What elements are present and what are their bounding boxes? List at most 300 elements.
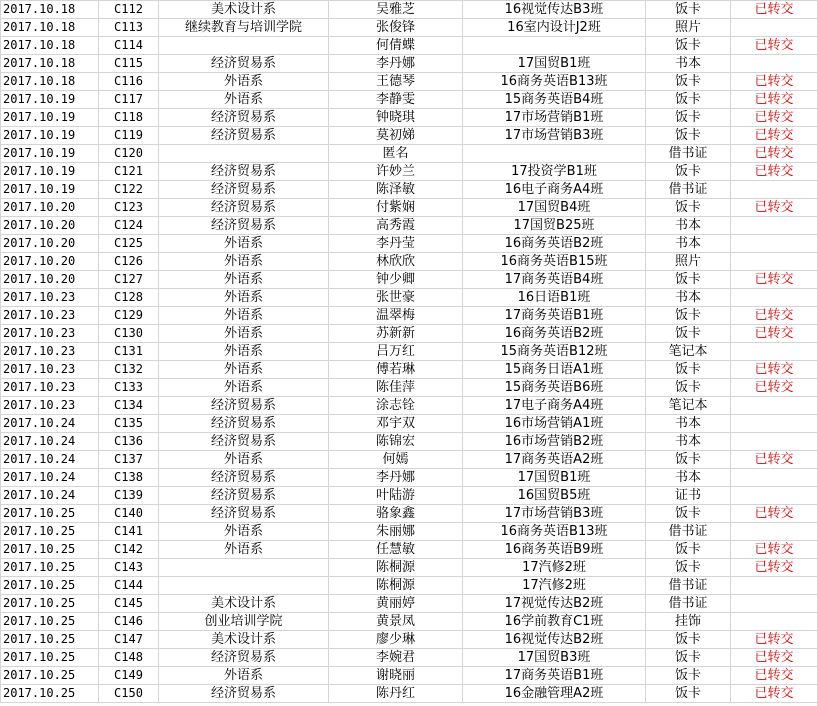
class-cell[interactable]: 15商务英语B12班 [463, 343, 646, 361]
name-cell[interactable]: 陈锦宏 [329, 433, 463, 451]
class-cell[interactable]: 16商务英语B13班 [463, 73, 646, 91]
table-row [1, 379, 817, 397]
table-row [1, 397, 817, 415]
department-cell[interactable] [159, 577, 329, 595]
class-cell[interactable]: 17商务英语A2班 [463, 451, 646, 469]
class-cell[interactable]: 17国贸B3班 [463, 649, 646, 667]
department-cell[interactable]: 经济贸易系 [159, 109, 329, 127]
class-cell[interactable]: 17视觉传达B2班 [463, 595, 646, 613]
name-cell[interactable]: 谢晓丽 [329, 667, 463, 685]
code-cell[interactable]: C119 [99, 127, 159, 145]
name-cell[interactable]: 李婉君 [329, 649, 463, 667]
item-cell[interactable]: 饭卡 [646, 361, 731, 379]
class-cell[interactable]: 17商务英语B4班 [463, 271, 646, 289]
code-cell[interactable]: C126 [99, 253, 159, 271]
class-cell[interactable]: 16商务英语B2班 [463, 325, 646, 343]
table-row [1, 523, 817, 541]
status-cell[interactable]: 已转交 [731, 127, 817, 145]
table-row [1, 631, 817, 649]
table-row [1, 1, 817, 19]
department-cell[interactable]: 经济贸易系 [159, 505, 329, 523]
date-cell[interactable]: 2017.10.18 [1, 19, 99, 37]
department-cell[interactable]: 外语系 [159, 343, 329, 361]
item-cell[interactable]: 饭卡 [646, 631, 731, 649]
date-cell[interactable]: 2017.10.25 [1, 613, 99, 631]
status-cell[interactable]: 已转交 [731, 325, 817, 343]
code-cell[interactable]: C127 [99, 271, 159, 289]
class-cell[interactable]: 16市场营销A1班 [463, 415, 646, 433]
item-cell[interactable]: 饭卡 [646, 73, 731, 91]
department-cell[interactable]: 外语系 [159, 289, 329, 307]
date-cell[interactable]: 2017.10.20 [1, 253, 99, 271]
code-cell[interactable]: C123 [99, 199, 159, 217]
name-cell[interactable]: 陈佳萍 [329, 379, 463, 397]
code-cell[interactable]: C147 [99, 631, 159, 649]
name-cell[interactable]: 黄丽婷 [329, 595, 463, 613]
item-cell[interactable]: 挂饰 [646, 613, 731, 631]
name-cell[interactable]: 许妙兰 [329, 163, 463, 181]
date-cell[interactable]: 2017.10.23 [1, 307, 99, 325]
name-cell[interactable]: 莫初娣 [329, 127, 463, 145]
item-cell[interactable]: 照片 [646, 253, 731, 271]
date-cell[interactable]: 2017.10.19 [1, 163, 99, 181]
class-cell[interactable]: 16日语B1班 [463, 289, 646, 307]
item-cell[interactable]: 借书证 [646, 181, 731, 199]
item-cell[interactable]: 饭卡 [646, 451, 731, 469]
name-cell[interactable]: 陈桐源 [329, 577, 463, 595]
date-cell[interactable]: 2017.10.24 [1, 451, 99, 469]
table-row [1, 613, 817, 631]
class-cell[interactable]: 16市场营销B2班 [463, 433, 646, 451]
code-cell[interactable]: C120 [99, 145, 159, 163]
department-cell[interactable]: 外语系 [159, 91, 329, 109]
code-cell[interactable]: C130 [99, 325, 159, 343]
name-cell[interactable]: 林欣欣 [329, 253, 463, 271]
item-cell[interactable]: 饭卡 [646, 271, 731, 289]
name-cell[interactable]: 吴雅芝 [329, 1, 463, 19]
date-cell[interactable]: 2017.10.25 [1, 685, 99, 703]
code-cell[interactable]: C148 [99, 649, 159, 667]
code-cell[interactable]: C133 [99, 379, 159, 397]
date-cell[interactable]: 2017.10.23 [1, 379, 99, 397]
name-cell[interactable]: 黄景凤 [329, 613, 463, 631]
department-cell[interactable]: 经济贸易系 [159, 685, 329, 703]
table-row [1, 145, 817, 163]
name-cell[interactable]: 傅若琳 [329, 361, 463, 379]
status-cell[interactable] [731, 253, 817, 271]
class-cell[interactable]: 16商务英语B13班 [463, 523, 646, 541]
code-cell[interactable]: C144 [99, 577, 159, 595]
code-cell[interactable]: C143 [99, 559, 159, 577]
status-cell[interactable]: 已转交 [731, 163, 817, 181]
date-cell[interactable]: 2017.10.18 [1, 55, 99, 73]
name-cell[interactable]: 匿名 [329, 145, 463, 163]
status-cell[interactable]: 已转交 [731, 451, 817, 469]
department-cell[interactable]: 经济贸易系 [159, 397, 329, 415]
date-cell[interactable]: 2017.10.25 [1, 595, 99, 613]
status-cell[interactable]: 已转交 [731, 145, 817, 163]
name-cell[interactable]: 吕万红 [329, 343, 463, 361]
department-cell[interactable]: 外语系 [159, 523, 329, 541]
date-cell[interactable]: 2017.10.23 [1, 289, 99, 307]
item-cell[interactable]: 笔记本 [646, 343, 731, 361]
name-cell[interactable]: 钟少卿 [329, 271, 463, 289]
date-cell[interactable]: 2017.10.24 [1, 433, 99, 451]
date-cell[interactable]: 2017.10.25 [1, 649, 99, 667]
class-cell[interactable]: 16视觉传达B2班 [463, 631, 646, 649]
class-cell[interactable]: 16商务英语B2班 [463, 235, 646, 253]
department-cell[interactable]: 美术设计系 [159, 595, 329, 613]
class-cell[interactable] [463, 145, 646, 163]
table-row [1, 361, 817, 379]
department-cell[interactable] [159, 37, 329, 55]
status-cell[interactable]: 已转交 [731, 541, 817, 559]
class-cell[interactable]: 17市场营销B3班 [463, 505, 646, 523]
department-cell[interactable]: 外语系 [159, 325, 329, 343]
class-cell[interactable]: 16电子商务A4班 [463, 181, 646, 199]
date-cell[interactable]: 2017.10.25 [1, 505, 99, 523]
table-row [1, 307, 817, 325]
name-cell[interactable]: 陈丹红 [329, 685, 463, 703]
date-cell[interactable]: 2017.10.25 [1, 631, 99, 649]
code-cell[interactable]: C129 [99, 307, 159, 325]
department-cell[interactable]: 经济贸易系 [159, 199, 329, 217]
status-cell[interactable] [731, 415, 817, 433]
status-cell[interactable]: 已转交 [731, 649, 817, 667]
status-cell[interactable]: 已转交 [731, 109, 817, 127]
code-cell[interactable]: C146 [99, 613, 159, 631]
name-cell[interactable]: 何倩蝶 [329, 37, 463, 55]
date-cell[interactable]: 2017.10.25 [1, 523, 99, 541]
class-cell[interactable]: 17国贸B25班 [463, 217, 646, 235]
class-cell[interactable]: 16国贸B5班 [463, 487, 646, 505]
status-cell[interactable]: 已转交 [731, 91, 817, 109]
class-cell[interactable]: 17市场营销B1班 [463, 109, 646, 127]
table-row [1, 37, 817, 55]
status-cell[interactable]: 已转交 [731, 505, 817, 523]
table-row [1, 541, 817, 559]
department-cell[interactable]: 美术设计系 [159, 631, 329, 649]
date-cell[interactable]: 2017.10.24 [1, 415, 99, 433]
item-cell[interactable]: 书本 [646, 415, 731, 433]
date-cell[interactable]: 2017.10.20 [1, 235, 99, 253]
status-cell[interactable] [731, 217, 817, 235]
item-cell[interactable]: 饭卡 [646, 667, 731, 685]
date-cell[interactable]: 2017.10.23 [1, 343, 99, 361]
class-cell[interactable]: 15商务英语B4班 [463, 91, 646, 109]
status-cell[interactable] [731, 433, 817, 451]
name-cell[interactable]: 何嫣 [329, 451, 463, 469]
class-cell[interactable]: 15商务日语A1班 [463, 361, 646, 379]
item-cell[interactable]: 笔记本 [646, 397, 731, 415]
department-cell[interactable] [159, 145, 329, 163]
class-cell[interactable]: 17投资学B1班 [463, 163, 646, 181]
class-cell[interactable]: 17汽修2班 [463, 559, 646, 577]
status-cell[interactable]: 已转交 [731, 307, 817, 325]
status-cell[interactable]: 已转交 [731, 361, 817, 379]
status-cell[interactable]: 已转交 [731, 631, 817, 649]
date-cell[interactable]: 2017.10.19 [1, 181, 99, 199]
table-row [1, 451, 817, 469]
date-cell[interactable]: 2017.10.23 [1, 325, 99, 343]
item-cell[interactable]: 书本 [646, 433, 731, 451]
status-cell[interactable]: 已转交 [731, 37, 817, 55]
item-cell[interactable]: 借书证 [646, 595, 731, 613]
department-cell[interactable]: 外语系 [159, 451, 329, 469]
department-cell[interactable]: 外语系 [159, 379, 329, 397]
class-cell[interactable]: 17国贸B1班 [463, 469, 646, 487]
item-cell[interactable]: 饭卡 [646, 649, 731, 667]
department-cell[interactable]: 经济贸易系 [159, 163, 329, 181]
code-cell[interactable]: C132 [99, 361, 159, 379]
department-cell[interactable]: 经济贸易系 [159, 127, 329, 145]
table-row [1, 685, 817, 703]
name-cell[interactable]: 朱丽娜 [329, 523, 463, 541]
status-cell[interactable] [731, 343, 817, 361]
table-row [1, 199, 817, 217]
code-cell[interactable]: C125 [99, 235, 159, 253]
department-cell[interactable]: 外语系 [159, 271, 329, 289]
class-cell[interactable]: 17市场营销B3班 [463, 127, 646, 145]
code-cell[interactable]: C124 [99, 217, 159, 235]
class-cell[interactable]: 16室内设计J2班 [463, 19, 646, 37]
date-cell[interactable]: 2017.10.18 [1, 1, 99, 19]
date-cell[interactable]: 2017.10.24 [1, 469, 99, 487]
code-cell[interactable]: C136 [99, 433, 159, 451]
name-cell[interactable]: 骆象鑫 [329, 505, 463, 523]
status-cell[interactable] [731, 19, 817, 37]
table-row [1, 73, 817, 91]
class-cell[interactable]: 15商务英语B6班 [463, 379, 646, 397]
date-cell[interactable]: 2017.10.25 [1, 541, 99, 559]
department-cell[interactable]: 继续教育与培训学院 [159, 19, 329, 37]
status-cell[interactable]: 已转交 [731, 271, 817, 289]
status-cell[interactable]: 已转交 [731, 559, 817, 577]
status-cell[interactable]: 已转交 [731, 199, 817, 217]
name-cell[interactable]: 张世豪 [329, 289, 463, 307]
date-cell[interactable]: 2017.10.18 [1, 73, 99, 91]
name-cell[interactable]: 陈泽敏 [329, 181, 463, 199]
code-cell[interactable]: C138 [99, 469, 159, 487]
code-cell[interactable]: C118 [99, 109, 159, 127]
item-cell[interactable]: 书本 [646, 55, 731, 73]
code-cell[interactable]: C114 [99, 37, 159, 55]
code-cell[interactable]: C121 [99, 163, 159, 181]
code-cell[interactable]: C145 [99, 595, 159, 613]
date-cell[interactable]: 2017.10.25 [1, 559, 99, 577]
code-cell[interactable]: C128 [99, 289, 159, 307]
name-cell[interactable]: 付紫娴 [329, 199, 463, 217]
status-cell[interactable]: 已转交 [731, 1, 817, 19]
department-cell[interactable]: 经济贸易系 [159, 415, 329, 433]
class-cell[interactable]: 16金融管理A2班 [463, 685, 646, 703]
item-cell[interactable]: 书本 [646, 217, 731, 235]
item-cell[interactable]: 饭卡 [646, 1, 731, 19]
item-cell[interactable]: 证书 [646, 487, 731, 505]
class-cell[interactable]: 16商务英语B9班 [463, 541, 646, 559]
department-cell[interactable]: 外语系 [159, 235, 329, 253]
status-cell[interactable] [731, 181, 817, 199]
department-cell[interactable]: 经济贸易系 [159, 469, 329, 487]
class-cell[interactable] [463, 37, 646, 55]
code-cell[interactable]: C141 [99, 523, 159, 541]
table-row [1, 217, 817, 235]
code-cell[interactable]: C137 [99, 451, 159, 469]
item-cell[interactable]: 饭卡 [646, 505, 731, 523]
name-cell[interactable]: 李丹莹 [329, 235, 463, 253]
item-cell[interactable]: 照片 [646, 19, 731, 37]
department-cell[interactable]: 经济贸易系 [159, 217, 329, 235]
name-cell[interactable]: 邓宇双 [329, 415, 463, 433]
status-cell[interactable] [731, 577, 817, 595]
table-row [1, 109, 817, 127]
status-cell[interactable]: 已转交 [731, 73, 817, 91]
date-cell[interactable]: 2017.10.20 [1, 271, 99, 289]
department-cell[interactable]: 创业培训学院 [159, 613, 329, 631]
class-cell[interactable]: 17国贸B4班 [463, 199, 646, 217]
name-cell[interactable]: 张俊锋 [329, 19, 463, 37]
item-cell[interactable]: 饭卡 [646, 379, 731, 397]
date-cell[interactable]: 2017.10.19 [1, 91, 99, 109]
code-cell[interactable]: C142 [99, 541, 159, 559]
date-cell[interactable]: 2017.10.20 [1, 217, 99, 235]
name-cell[interactable]: 李丹娜 [329, 469, 463, 487]
department-cell[interactable]: 外语系 [159, 307, 329, 325]
item-cell[interactable]: 饭卡 [646, 127, 731, 145]
code-cell[interactable]: C113 [99, 19, 159, 37]
name-cell[interactable]: 高秀霞 [329, 217, 463, 235]
department-cell[interactable]: 经济贸易系 [159, 181, 329, 199]
status-cell[interactable] [731, 523, 817, 541]
code-cell[interactable]: C131 [99, 343, 159, 361]
table-row [1, 487, 817, 505]
date-cell[interactable]: 2017.10.23 [1, 397, 99, 415]
department-cell[interactable]: 外语系 [159, 667, 329, 685]
name-cell[interactable]: 王德琴 [329, 73, 463, 91]
status-cell[interactable] [731, 235, 817, 253]
name-cell[interactable]: 温翠梅 [329, 307, 463, 325]
code-cell[interactable]: C122 [99, 181, 159, 199]
name-cell[interactable]: 苏新新 [329, 325, 463, 343]
item-cell[interactable]: 饭卡 [646, 91, 731, 109]
code-cell[interactable]: C140 [99, 505, 159, 523]
class-cell[interactable]: 17商务英语B1班 [463, 307, 646, 325]
class-cell[interactable]: 16商务英语B15班 [463, 253, 646, 271]
date-cell[interactable]: 2017.10.18 [1, 37, 99, 55]
code-cell[interactable]: C134 [99, 397, 159, 415]
item-cell[interactable]: 饭卡 [646, 109, 731, 127]
table-row [1, 577, 817, 595]
status-cell[interactable] [731, 289, 817, 307]
name-cell[interactable]: 李静雯 [329, 91, 463, 109]
code-cell[interactable]: C112 [99, 1, 159, 19]
item-cell[interactable]: 书本 [646, 235, 731, 253]
status-cell[interactable]: 已转交 [731, 685, 817, 703]
date-cell[interactable]: 2017.10.25 [1, 667, 99, 685]
name-cell[interactable]: 李丹娜 [329, 55, 463, 73]
status-cell[interactable] [731, 469, 817, 487]
department-cell[interactable]: 外语系 [159, 541, 329, 559]
department-cell[interactable]: 经济贸易系 [159, 433, 329, 451]
item-cell[interactable]: 饭卡 [646, 685, 731, 703]
date-cell[interactable]: 2017.10.19 [1, 109, 99, 127]
date-cell[interactable]: 2017.10.19 [1, 145, 99, 163]
date-cell[interactable]: 2017.10.19 [1, 127, 99, 145]
status-cell[interactable] [731, 613, 817, 631]
table-row [1, 235, 817, 253]
item-cell[interactable]: 书本 [646, 469, 731, 487]
item-cell[interactable]: 饭卡 [646, 199, 731, 217]
item-cell[interactable]: 饭卡 [646, 325, 731, 343]
code-cell[interactable]: C150 [99, 685, 159, 703]
class-cell[interactable]: 16视觉传达B3班 [463, 1, 646, 19]
class-cell[interactable]: 17国贸B1班 [463, 55, 646, 73]
code-cell[interactable]: C139 [99, 487, 159, 505]
code-cell[interactable]: C116 [99, 73, 159, 91]
class-cell[interactable]: 17商务英语B1班 [463, 667, 646, 685]
department-cell[interactable]: 外语系 [159, 73, 329, 91]
code-cell[interactable]: C115 [99, 55, 159, 73]
name-cell[interactable]: 廖少琳 [329, 631, 463, 649]
item-cell[interactable]: 借书证 [646, 145, 731, 163]
item-cell[interactable]: 书本 [646, 289, 731, 307]
code-cell[interactable]: C149 [99, 667, 159, 685]
name-cell[interactable]: 钟晓琪 [329, 109, 463, 127]
status-cell[interactable] [731, 397, 817, 415]
department-cell[interactable]: 经济贸易系 [159, 487, 329, 505]
code-cell[interactable]: C117 [99, 91, 159, 109]
class-cell[interactable]: 17汽修2班 [463, 577, 646, 595]
department-cell[interactable] [159, 559, 329, 577]
name-cell[interactable]: 涂志铨 [329, 397, 463, 415]
date-cell[interactable]: 2017.10.25 [1, 577, 99, 595]
name-cell[interactable]: 任慧敏 [329, 541, 463, 559]
department-cell[interactable]: 经济贸易系 [159, 55, 329, 73]
item-cell[interactable]: 饭卡 [646, 541, 731, 559]
department-cell[interactable]: 外语系 [159, 253, 329, 271]
status-cell[interactable]: 已转交 [731, 379, 817, 397]
item-cell[interactable]: 借书证 [646, 523, 731, 541]
status-cell[interactable] [731, 595, 817, 613]
department-cell[interactable]: 经济贸易系 [159, 649, 329, 667]
class-cell[interactable]: 16学前教育C1班 [463, 613, 646, 631]
table-row [1, 271, 817, 289]
item-cell[interactable]: 借书证 [646, 577, 731, 595]
table-row [1, 469, 817, 487]
table-row [1, 55, 817, 73]
date-cell[interactable]: 2017.10.20 [1, 199, 99, 217]
code-cell[interactable]: C135 [99, 415, 159, 433]
date-cell[interactable]: 2017.10.23 [1, 361, 99, 379]
table-row [1, 289, 817, 307]
date-cell[interactable]: 2017.10.24 [1, 487, 99, 505]
department-cell[interactable]: 美术设计系 [159, 1, 329, 19]
status-cell[interactable] [731, 487, 817, 505]
status-cell[interactable]: 已转交 [731, 667, 817, 685]
item-cell[interactable]: 饭卡 [646, 559, 731, 577]
table-row [1, 343, 817, 361]
table-row [1, 559, 817, 577]
item-cell[interactable]: 饭卡 [646, 163, 731, 181]
department-cell[interactable]: 外语系 [159, 361, 329, 379]
item-cell[interactable]: 饭卡 [646, 37, 731, 55]
name-cell[interactable]: 陈桐源 [329, 559, 463, 577]
table-row [1, 505, 817, 523]
item-cell[interactable]: 饭卡 [646, 307, 731, 325]
class-cell[interactable]: 17电子商务A4班 [463, 397, 646, 415]
status-cell[interactable] [731, 55, 817, 73]
name-cell[interactable]: 叶陆游 [329, 487, 463, 505]
